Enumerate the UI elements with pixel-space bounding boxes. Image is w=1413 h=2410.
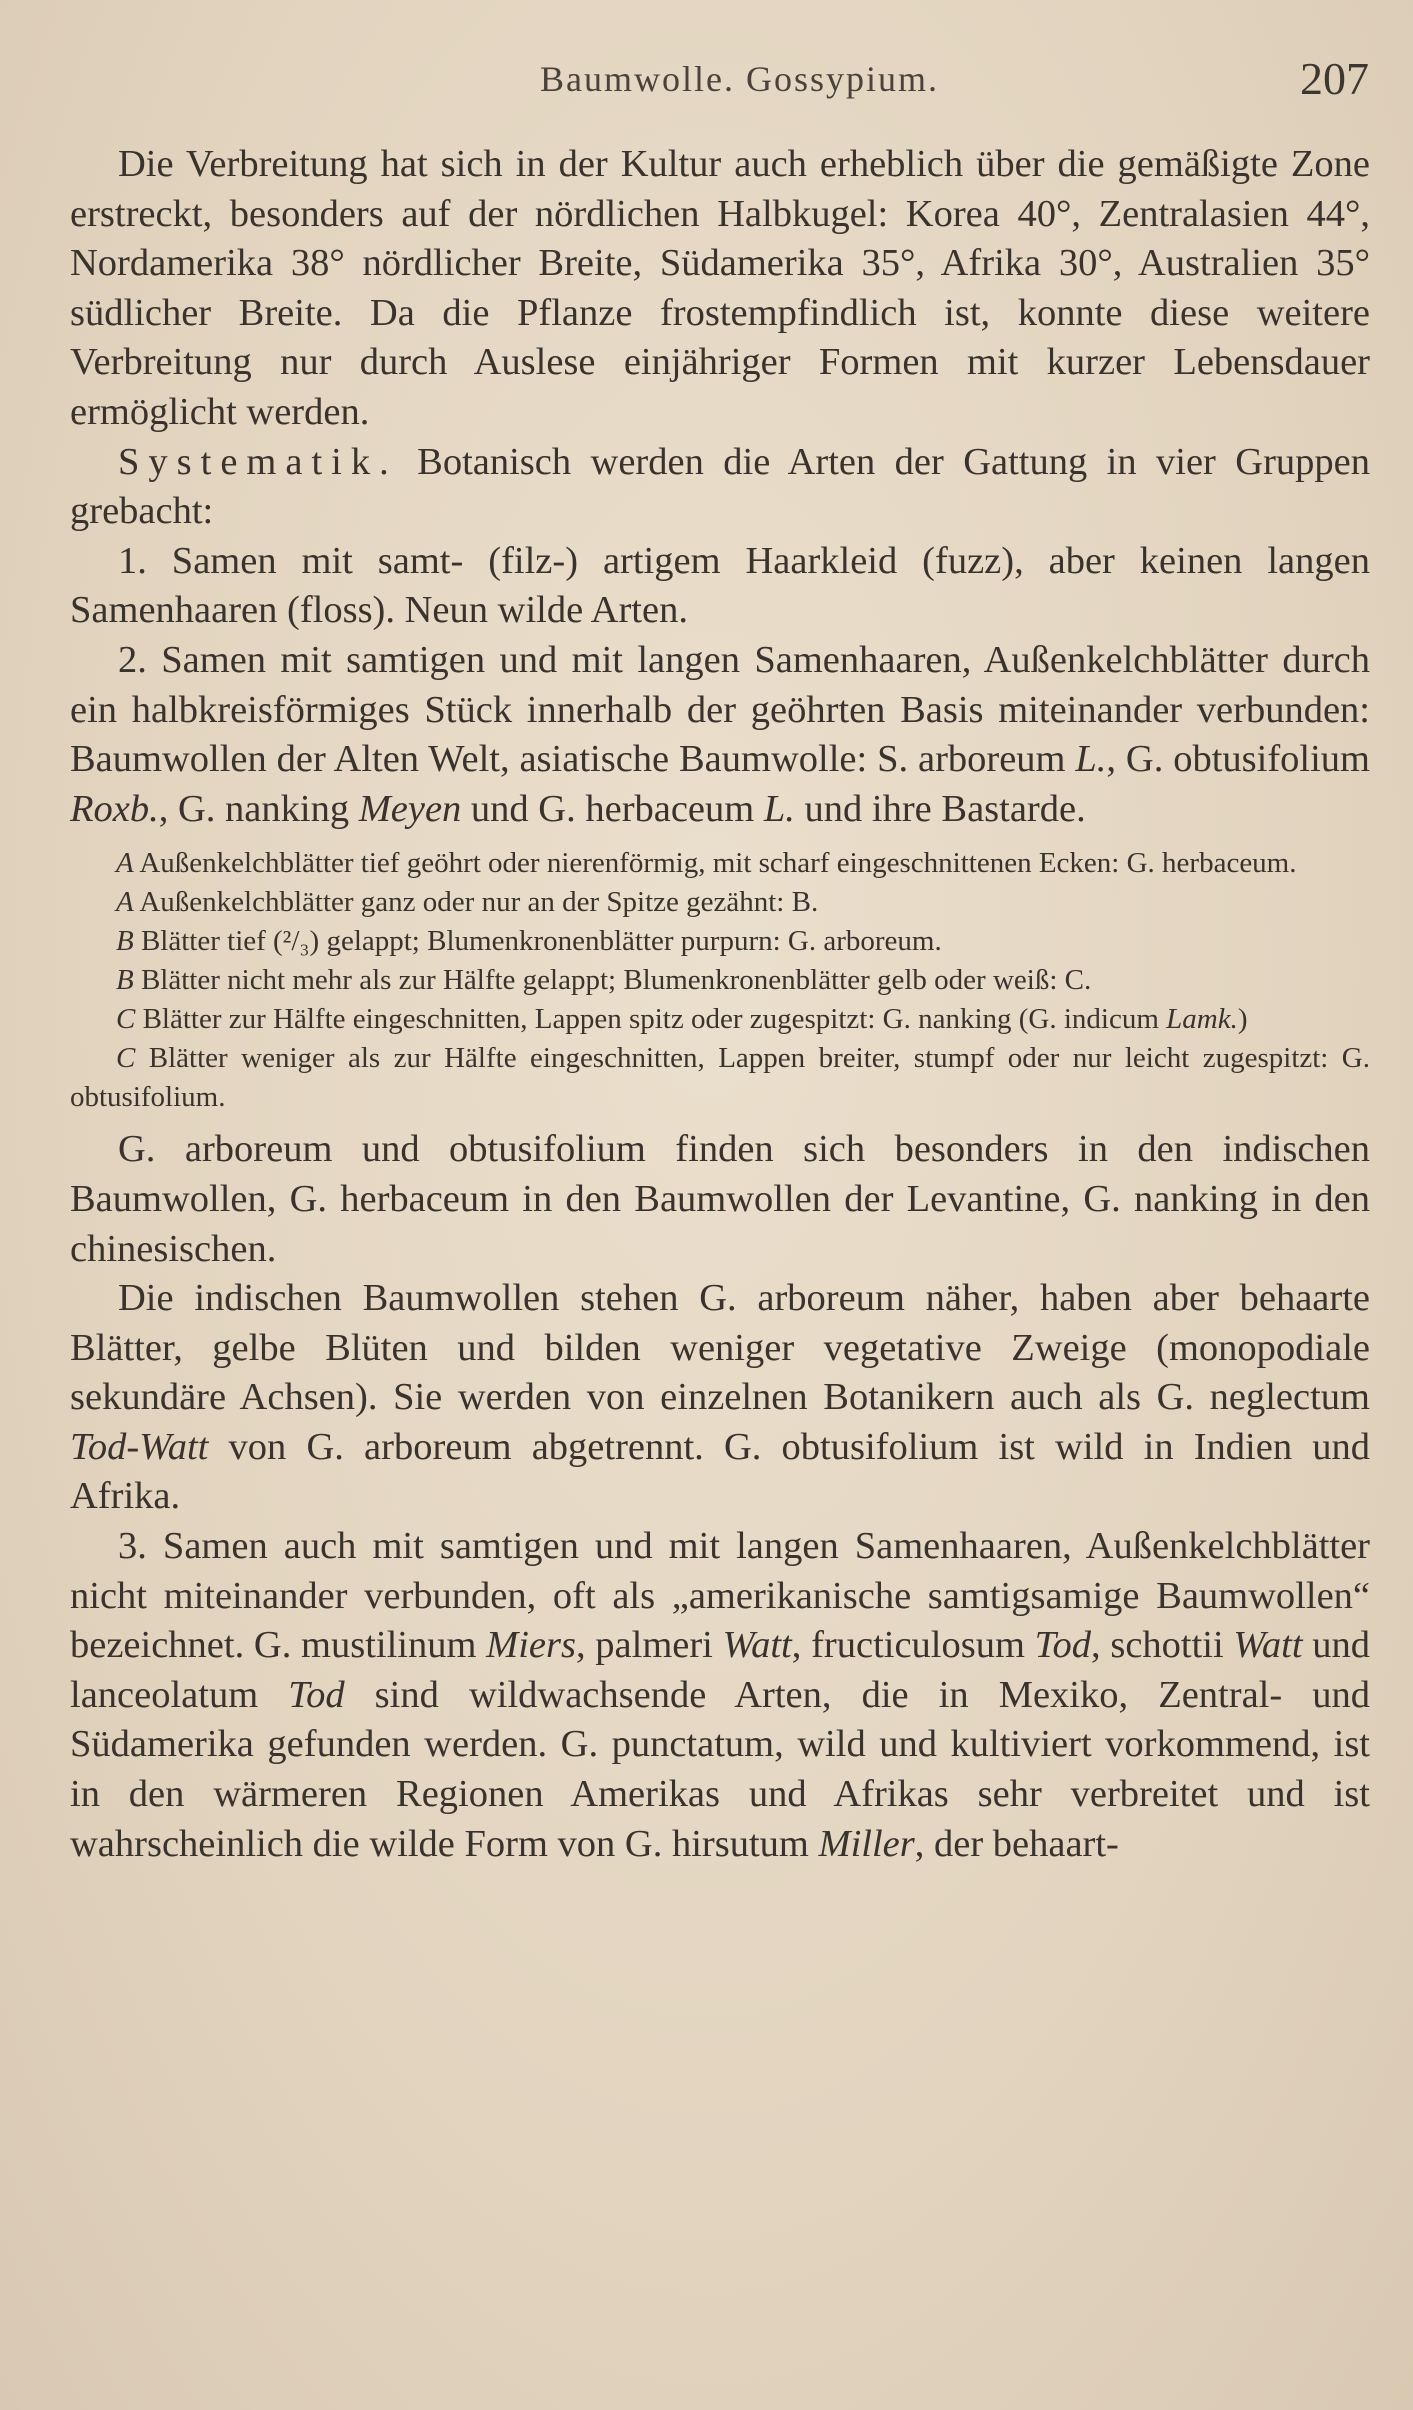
body-text	[70, 140, 1370, 1869]
text-run: 3. Samen auch mit samtigen und mit langen Samenhaaren, Außenkelchblätter nicht miteinander verbunden, oft als „amerikanische samtigsamige Baumwollen“ bezeichnet. G. mustilinum	[70, 1525, 1370, 1667]
identification-key	[70, 844, 1370, 1117]
author-abbrev: Tod	[288, 1673, 345, 1716]
text-run: Die indischen Baumwollen stehen G. arboreum näher, haben aber behaarte Blätter, gelbe Blüten und bilden weniger vegetative Zweige (monopodiale sekundäre Achsen). Sie werden von einzelnen Botanikern auch als G. neglectum	[70, 1277, 1370, 1419]
key-text: Außenkelchblätter tief geöhrt oder nierenförmig, mit scharf eingeschnittenen Ecken: G. herbaceum.	[133, 847, 1297, 880]
author-abbrev: Lamk.	[1166, 1003, 1238, 1036]
key-entry	[70, 1000, 1370, 1039]
paragraph-indian-cotton	[70, 1274, 1370, 1522]
key-text: Blätter tief (²/₃) gelappt; Blumenkronenblätter purpurn: G. arboreum.	[133, 925, 942, 958]
text-run: von G. arboreum abgetrennt. G. obtusifolium ist wild in Indien und Afrika.	[70, 1425, 1370, 1518]
running-head: Baumwolle. Gossypium.	[540, 59, 939, 99]
key-lead: B	[116, 925, 134, 958]
paragraph-group-1: 1. Samen mit samt- (filz-) artigem Haarkleid (fuzz), aber keinen langen Samenhaaren (floss). Neun wilde Arten.	[70, 539, 1370, 632]
author-abbrev: Meyen	[358, 787, 462, 830]
text-run: , schottii	[1091, 1624, 1234, 1667]
key-lead: B	[116, 964, 134, 997]
key-entry	[70, 922, 1370, 961]
text-run: und lanceolatum	[70, 1624, 1371, 1716]
paragraph-group-2	[70, 636, 1370, 834]
page-number: 207	[1300, 53, 1369, 104]
key-entry	[70, 844, 1370, 883]
key-lead: A	[116, 847, 134, 880]
paragraph-systematik	[70, 438, 1370, 537]
section-heading-systematik: Systematik.	[118, 440, 398, 483]
text-run: und ihre Bastarde.	[794, 787, 1086, 830]
key-text: Blätter nicht mehr als zur Hälfte gelappt; Blumenkronenblätter gelb oder weiß: C.	[133, 964, 1092, 997]
author-abbrev: Watt	[722, 1624, 792, 1667]
author-abbrev: Miller	[818, 1822, 915, 1865]
key-entry	[70, 883, 1370, 922]
text-run: , G. obtusifolium	[1106, 738, 1371, 781]
author-abbrev: Miers	[486, 1624, 576, 1667]
page-header	[110, 52, 1369, 112]
key-text: )	[1237, 1003, 1248, 1036]
text-run: sind wildwachsende Arten, die in Mexiko, Zentral- und Südamerika gefunden werden. G. punctatum, wild und kultiviert vorkommend, ist in den wärmeren Regionen Amerikas und Afrikas sehr verbreitet und ist wahrscheinlich die wilde Form von G. hirsutum	[70, 1673, 1370, 1865]
author-abbrev: Watt	[1233, 1624, 1303, 1667]
author-abbrev: Tod-Watt	[70, 1425, 209, 1468]
key-lead: C	[116, 1003, 136, 1036]
author-abbrev: L.	[1075, 738, 1107, 781]
paragraph-systematik-text: Botanisch werden die Arten der Gattung in vier Gruppen grebacht:	[70, 440, 1370, 533]
key-text: Blätter zur Hälfte eingeschnitten, Lappen spitz oder zugespitzt: G. nanking (G. indicum	[135, 1003, 1167, 1036]
paragraph-species-distribution: G. arboreum und obtusifolium finden sich besonders in den indischen Baumwollen, G. herbaceum in den Baumwollen der Levantine, G. nanking in den chinesischen.	[70, 1128, 1370, 1270]
author-abbrev: Roxb.	[70, 787, 159, 830]
text-run: , G. nanking	[158, 787, 359, 830]
author-abbrev: L.	[763, 787, 795, 830]
text-run: , fructiculosum	[791, 1624, 1035, 1667]
key-lead: C	[116, 1042, 136, 1075]
paragraph-distribution: Die Verbreitung hat sich in der Kultur auch erheblich über die gemäßigte Zone erstreckt, besonders auf der nördlichen Halbkugel: Korea 40°, Zentralasien 44°, Nordamerika 38° nördlicher Breite, Südamerika 35°, Afrika 30°, Australien 35° südlicher Breite. Da die Pflanze frostempfindlich ist, konnte diese weitere Verbreitung nur durch Auslese einjähriger Formen mit kurzer Lebensdauer ermöglicht werden.	[70, 143, 1370, 433]
author-abbrev: Tod	[1034, 1624, 1092, 1667]
key-text: Außenkelchblätter ganz oder nur an der Spitze gezähnt: B.	[133, 886, 819, 919]
key-entry	[70, 1039, 1370, 1117]
key-lead: A	[116, 886, 134, 919]
text-run: und G. herbaceum	[461, 787, 764, 830]
key-entry	[70, 961, 1370, 1000]
text-run: , der behaart-	[914, 1822, 1119, 1865]
paragraph-group-3	[70, 1522, 1370, 1869]
text-run: , palmeri	[575, 1624, 723, 1667]
text-run: 2. Samen mit samtigen und mit langen Samenhaaren, Außenkelchblätter durch ein halbkreisförmiges Stück innerhalb der geöhrten Basis miteinander verbunden: Baumwollen der Alten Welt, asiatische Baumwolle: S. arboreum	[70, 638, 1370, 781]
key-text: Blätter weniger als zur Hälfte eingeschnitten, Lappen breiter, stumpf oder nur leicht zugespitzt: G. obtusifolium.	[70, 1042, 1370, 1114]
